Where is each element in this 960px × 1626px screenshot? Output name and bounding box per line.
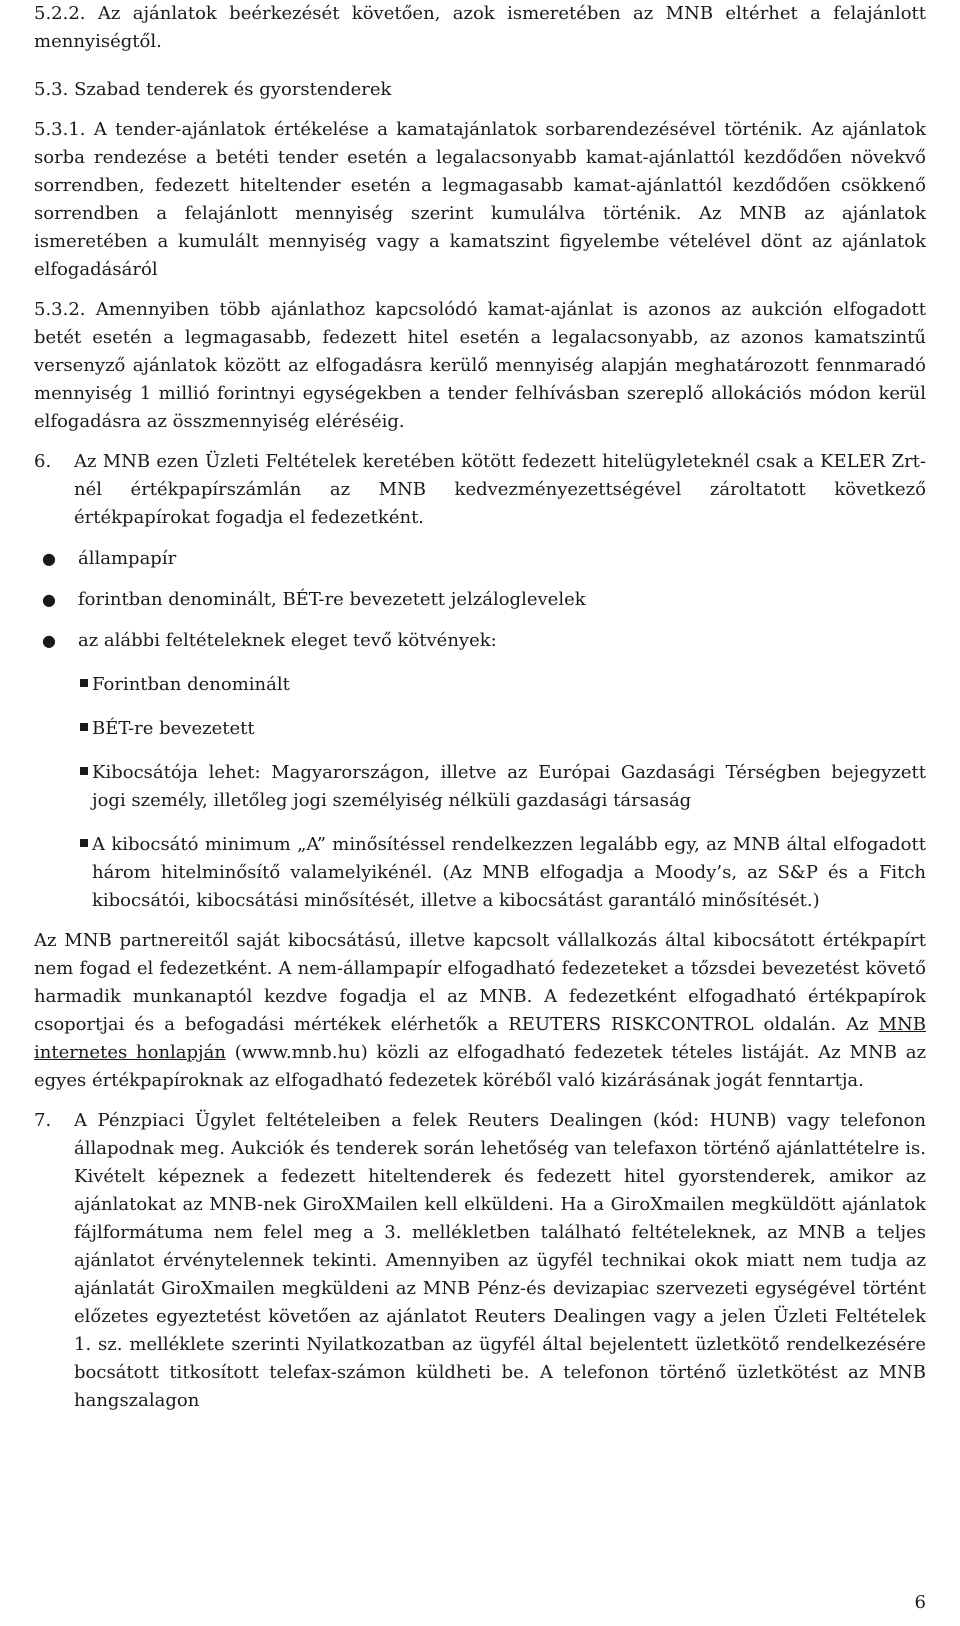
closing-text-after-link: (www.mnb.hu) közli az elfogadható fedezetek tételes listáját. Az MNB az egyes értékpapíroknak az elfogadható fedezetek köréből való kizárásának jogát fenntartja. [34, 1042, 926, 1091]
section-6 [34, 448, 926, 532]
section-6-number: 6. [34, 451, 52, 472]
sub-list-item-text: A kibocsátó minimum „A” minősítéssel rendelkezzen legalább egy, az MNB által elfogadott három hitelminősítő valamelyikénél. (Az MNB elfogadja a Moody’s, az S&P és a Fitch kibocsátói, kibocsátási minősítését, illetve a kibocsátást garantáló minősítését.) [92, 834, 926, 911]
sub-list-item [34, 671, 926, 699]
sub-list-item-text: Kibocsátója lehet: Magyarországon, illetve az Európai Gazdasági Térségben bejegyzett jogi személy, illetőleg jogi személyiség nélküli gazdasági társaság [92, 762, 926, 811]
section-6-closing-paragraph [34, 927, 926, 1095]
list-item-text: az alábbi feltételeknek eleget tevő kötvények: [78, 630, 497, 651]
paragraph-5-3-1: 5.3.1. A tender-ajánlatok értékelése a kamatajánlatok sorbarendezésével történik. Az ajánlatok sorba rendezése a betéti tender esetén a legalacsonyabb kamat-ajánlattól kezdődően növekvő sorrendben, fedezett hiteltender esetén a legmagasabb kamat-ajánlattól kezdődően csökkenő sorrendben a felajánlott mennyiség szerint kumulálva történik. Az MNB az ajánlatok ismeretében a kumulált mennyiség vagy a kamatszint figyelembe vételével dönt az ajánlatok elfogadásáról [34, 119, 926, 280]
section-6-text: Az MNB ezen Üzleti Feltételek keretében kötött fedezett hitelügyleteknél csak a KELER Zrt-nél értékpapírszámlán az MNB kedvezményezettségével zároltatott következő értékpapírokat fogadja el fedezetként. [74, 451, 926, 528]
section-7-number: 7. [34, 1110, 52, 1131]
bullet-icon: ● [42, 590, 56, 609]
bullet-icon: ● [42, 549, 56, 568]
section-7-text: A Pénzpiaci Ügylet feltételeiben a felek Reuters Dealingen (kód: HUNB) vagy telefonon állapodnak meg. Aukciók és tenderek során lehetőség van telefaxon történő ajánlattételre is. Kivételt képeznek a fedezett hiteltenderek és fedezett hitel gyorstenderek, amikor az ajánlatokat az MNB-nek GiroXMailen kell elküldeni. Ha a GiroXmailen megküldött ajánlatok fájlformátuma nem felel meg a 3. mellékletben található feltételeknek, az MNB a teljes ajánlatot érvénytelennek tekinti. Amennyiben az ügyfél technikai okok miatt nem tudja az ajánlatát GiroXmailen megküldeni az MNB Pénz-és devizapiac szervezeti egységével történt előzetes egyeztetést követően az ajánlatot Reuters Dealingen vagy a jelen Üzleti Feltételek 1. sz. melléklete szerinti Nyilatkozatban az ügyfél által bejelentett üzletkötő rendelkezésére bocsátott titkosított telefax-számon küldheti be. A telefonon történő üzletkötést az MNB hangszalagon [74, 1110, 926, 1411]
list-item-text: állampapír [78, 548, 177, 569]
sub-list-item [34, 759, 926, 815]
list-item-text: forintban denominált, BÉT-re bevezetett jelzáloglevelek [78, 589, 586, 610]
paragraph-5-2-2: 5.2.2. Az ajánlatok beérkezését követően, azok ismeretében az MNB eltérhet a felajánlott mennyiségtől. [34, 3, 926, 52]
list-item [34, 545, 926, 573]
mnb-website-link[interactable]: MNB internetes honlapján [34, 1014, 926, 1063]
square-bullet-icon [80, 715, 92, 731]
closing-text-before-link: Az MNB partnereitől saját kibocsátású, illetve kapcsolt vállalkozás által kibocsátott értékpapírt nem fogad el fedezetként. A nem-állampapír elfogadható fedezeteket a tőzsdei bevezetést követő harmadik munkanaptól kezdve fogadja el az MNB. A fedezetként elfogadható értékpapírok csoportjai és a befogadási mértékek elérhetők a REUTERS RISKCONTROL oldalán. Az [34, 930, 926, 1035]
sub-list-item [34, 715, 926, 743]
square-bullet-icon [80, 831, 92, 847]
page-number: 6 [914, 1592, 926, 1613]
list-item [34, 586, 926, 614]
heading-5-3: 5.3. Szabad tenderek és gyorstenderek [34, 79, 392, 100]
square-bullet-icon [80, 671, 92, 687]
sub-list-item-text: Forintban denominált [92, 674, 290, 695]
section-7 [34, 1107, 926, 1415]
list-item [34, 627, 926, 655]
sub-list-item [34, 831, 926, 915]
document-page [34, 0, 926, 1415]
paragraph-5-3-2: 5.3.2. Amennyiben több ajánlathoz kapcsolódó kamat-ajánlat is azonos az aukción elfogadott betét esetén a legmagasabb, fedezett hitel esetén a legalacsonyabb, az azonos kamatszintű versenyző ajánlatok között az elfogadásra kerülő mennyiség alapján meghatározott fennmaradó mennyiség 1 millió forintnyi egységekben a tender felhívásban szereplő allokációs módon kerül elfogadásra az összmennyiség eléréséig. [34, 299, 926, 432]
square-bullet-icon [80, 759, 92, 775]
bullet-icon: ● [42, 631, 56, 650]
sub-list-item-text: BÉT-re bevezetett [92, 718, 255, 739]
